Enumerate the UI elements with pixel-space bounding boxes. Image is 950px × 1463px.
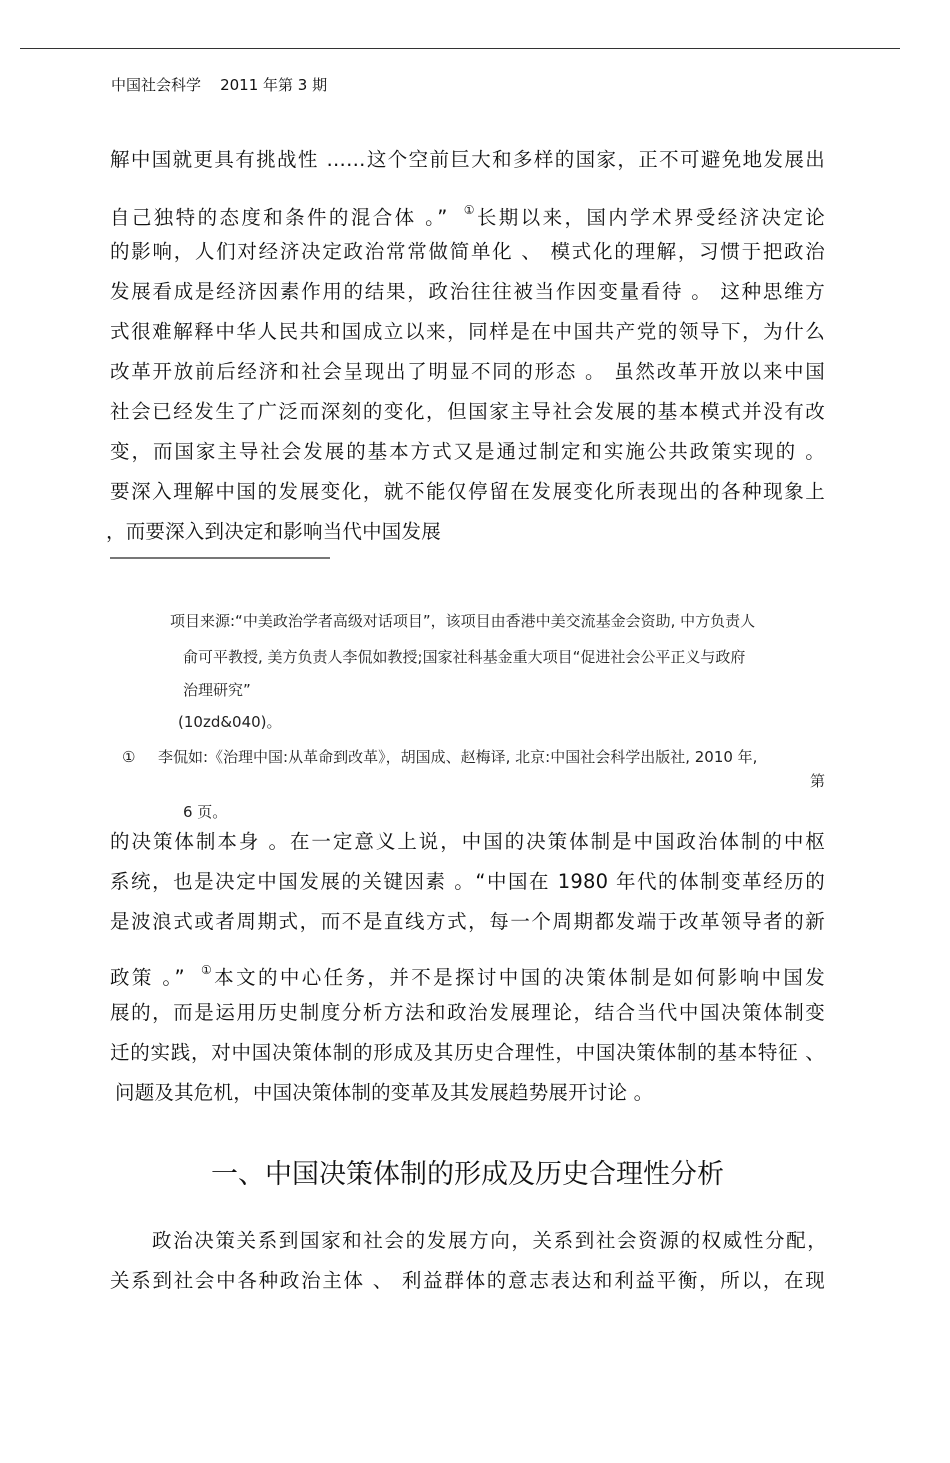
- text-line: 变，而国家主导社会发展的基本方式又是通过制定和实施公共政策实现的 。: [110, 440, 825, 463]
- text-line: 社会已经发生了广泛而深刻的变化，但国家主导社会发展的基本模式并没有改: [110, 400, 825, 423]
- top-rule: [20, 48, 900, 49]
- footnote-text: 第: [810, 772, 826, 790]
- footnote-text: 李侃如:《治理中国:从革命到改革》，胡国成、赵梅译, 北京:中国社会科学出版社, 2010 年,: [158, 748, 758, 766]
- project-note: 治理研究”: [183, 681, 251, 699]
- text-span: 本文的中心任务，并不是探讨中国的决策体制是如何影响中国发: [214, 966, 825, 989]
- text-line: [110, 957, 825, 991]
- footnote-marker: ①: [122, 748, 136, 766]
- text-line: 迁的实践，对中国决策体制的形成及其历史合理性，中国决策体制的基本特征 、: [110, 1041, 825, 1064]
- project-note: (10zd&040)。: [178, 713, 282, 731]
- text-line: 问题及其危机，中国决策体制的变革及其发展趋势展开讨论 。: [115, 1081, 654, 1104]
- project-note: 俞可平教授, 美方负责人李侃如教授;国家社科基金重大项目“促进社会公平正义与政府: [183, 648, 746, 666]
- quote-end: 自己独特的态度和条件的混合体 。”: [110, 206, 448, 229]
- text-line: [110, 197, 825, 231]
- section-heading: [0, 1158, 950, 1192]
- text-line: 是波浪式或者周期式，而不是直线方式，每一个周期都发端于改革领导者的新: [110, 910, 825, 933]
- text-line: 的影响，人们对经济决定政治常常做简单化 、 模式化的理解，习惯于把政治: [110, 240, 825, 263]
- text-line: 发展看成是经济因素作用的结果，政治往往被当作因变量看待 。 这种思维方: [110, 280, 825, 303]
- text-line: 的决策体制本身 。在一定意义上说，中国的决策体制是中国政治体制的中枢: [110, 830, 825, 853]
- text-line: 改革开放前后经济和社会呈现出了明显不同的形态 。 虽然改革开放以来中国: [110, 360, 825, 383]
- journal-name: 中国社会科学: [111, 76, 202, 94]
- text-line: 解中国就更具有挑战性 ……这个空前巨大和多样的国家，正不可避免地发展出: [110, 148, 825, 171]
- text-line: 关系到社会中各种政治主体 、 利益群体的意志表达和利益平衡，所以，在现: [110, 1269, 825, 1292]
- footnote-ref: ①: [198, 963, 215, 977]
- footnote-rule: [110, 557, 330, 559]
- journal-issue: 2011 年第 3 期: [220, 76, 328, 94]
- text-line: 式很难解释中华人民共和国成立以来，同样是在中国共产党的领导下，为什么: [110, 320, 825, 343]
- text-line: 要深入理解中国的发展变化，就不能仅停留在发展变化所表现出的各种现象上: [110, 480, 825, 503]
- text-line: ，而要深入到决定和影响当代中国发展: [106, 520, 441, 543]
- running-header: [111, 75, 327, 95]
- footnote-text: 6 页。: [183, 803, 228, 821]
- text-line: 政治决策关系到国家和社会的发展方向，关系到社会资源的权威性分配，: [152, 1229, 827, 1252]
- quote-end: 政策 。”: [110, 966, 185, 989]
- text-line: 展的，而是运用历史制度分析方法和政治发展理论，结合当代中国决策体制变: [110, 1001, 825, 1024]
- text-span: 长期以来，国内学术界受经济决定论: [476, 206, 826, 229]
- text-line: 系统，也是决定中国发展的关键因素 。“中国在 1980 年代的体制变革经历的: [110, 870, 825, 893]
- project-note: 项目来源:“中美政治学者高级对话项目”，该项目由香港中美交流基金会资助, 中方负责人: [170, 612, 756, 630]
- footnote-ref: ①: [461, 203, 477, 217]
- heading-text: 一、中国决策体制的形成及历史合理性分析: [211, 1159, 724, 1190]
